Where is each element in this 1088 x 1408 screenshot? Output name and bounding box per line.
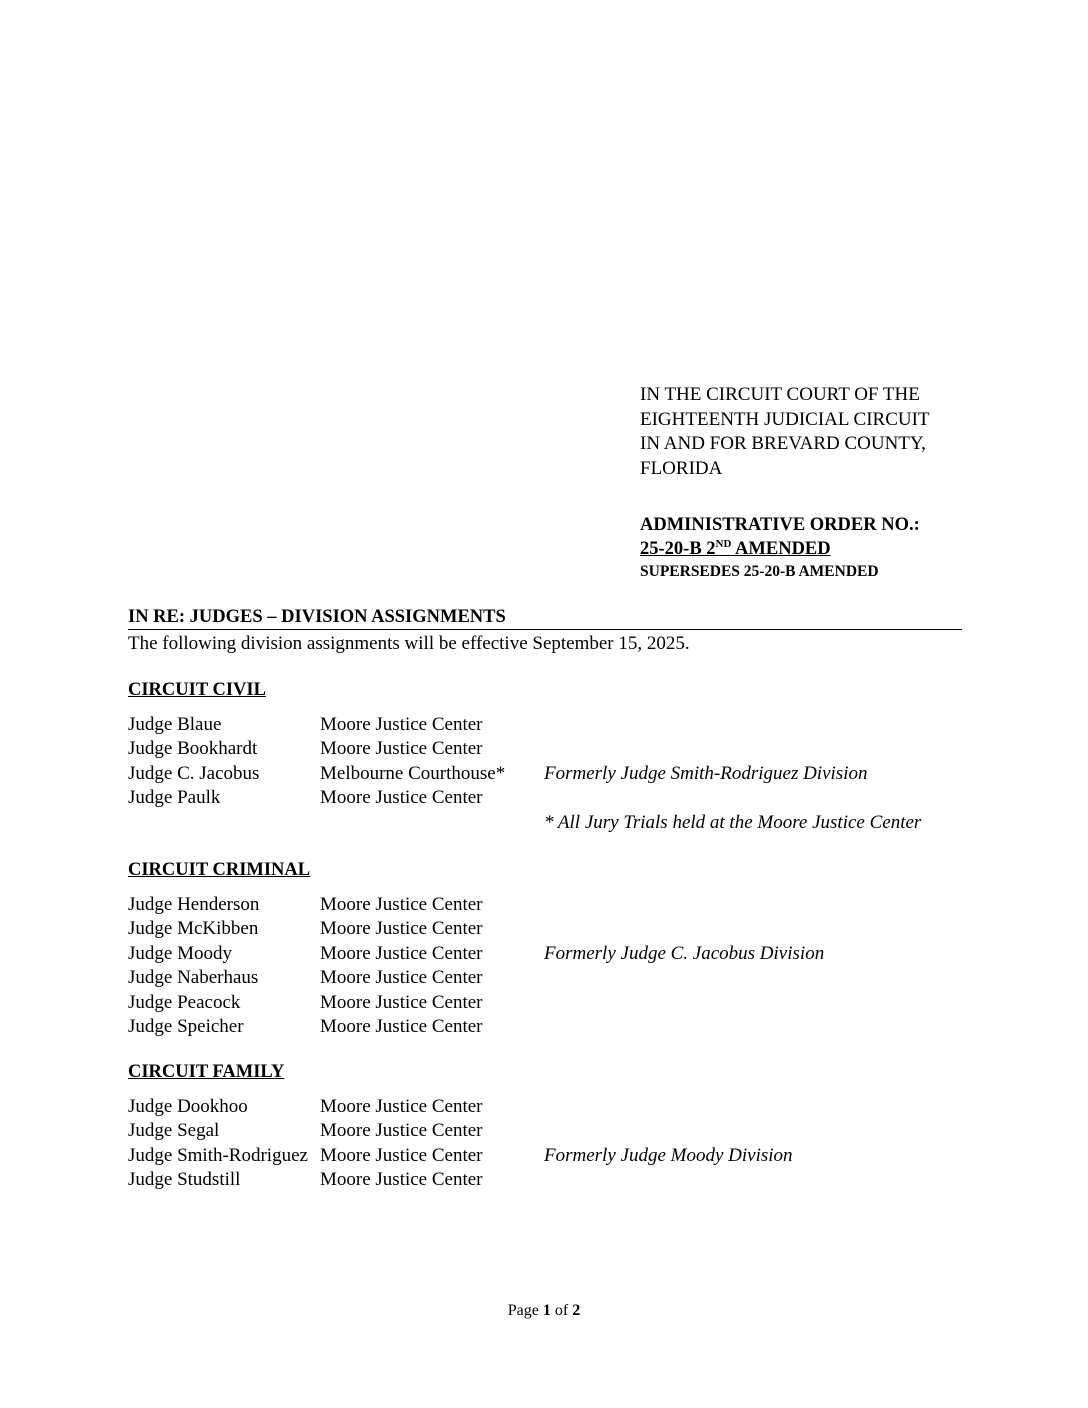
judge-name: Judge Smith-Rodriguez (128, 1144, 308, 1166)
assignment-row (128, 762, 962, 786)
location: Moore Justice Center (320, 1120, 483, 1142)
division-note: Formerly Judge Smith-Rodriguez Division (544, 762, 868, 784)
judge-name: Judge Studstill (128, 1169, 241, 1191)
assignment-row (128, 713, 962, 737)
page-footer (0, 1301, 1088, 1321)
location: Moore Justice Center (320, 714, 483, 735)
caption-line: IN AND FOR BREVARD COUNTY, (640, 433, 926, 454)
assignment-row (128, 1119, 962, 1143)
court-caption (640, 383, 930, 481)
judge-name: Judge Naberhaus (128, 967, 259, 989)
assignment-row (128, 1015, 962, 1039)
assignment-row (128, 893, 962, 917)
division-note: Formerly Judge Moody Division (544, 1144, 793, 1166)
assignment-row (128, 991, 962, 1015)
assignment-row (128, 737, 962, 761)
judge-name: Judge Henderson (128, 894, 260, 915)
order-supersedes: SUPERSEDES 25-20-B AMENDED (640, 563, 879, 580)
assignment-row (128, 942, 962, 966)
in-re-heading: IN RE: JUDGES – DIVISION ASSIGNMENTS (128, 605, 962, 630)
caption-line: FLORIDA (640, 457, 723, 479)
assignment-row (128, 786, 962, 810)
location: Melbourne Courthouse* (320, 762, 506, 784)
caption-line: IN THE CIRCUIT COURT OF THE (640, 384, 920, 405)
section-circuit-family (128, 1060, 962, 1193)
page-word: Page (507, 1302, 543, 1319)
order-number-text: 25-20-B 2 (640, 539, 716, 559)
assignment-row (128, 1144, 962, 1168)
location: Moore Justice Center (320, 1015, 483, 1037)
section-title: CIRCUIT FAMILY (128, 1062, 285, 1082)
location: Moore Justice Center (320, 894, 483, 915)
of-word: of (550, 1302, 573, 1319)
section-circuit-criminal (128, 858, 962, 1039)
order-amended: AMENDED (731, 539, 831, 559)
division-note: Formerly Judge C. Jacobus Division (544, 942, 825, 964)
judge-name: Judge Moody (128, 942, 232, 964)
section-circuit-civil (128, 678, 962, 835)
footnote (128, 811, 962, 835)
judge-name: Judge Bookhardt (128, 738, 258, 760)
assignment-row (128, 1168, 962, 1192)
judge-name: Judge Segal (128, 1120, 220, 1142)
order-ordinal-suffix: ND (715, 538, 732, 550)
location: Moore Justice Center (320, 942, 483, 964)
current-page: 1 (542, 1302, 551, 1319)
total-pages: 2 (572, 1302, 581, 1319)
location: Moore Justice Center (320, 738, 483, 760)
location: Moore Justice Center (320, 1096, 483, 1117)
assignment-row (128, 1095, 962, 1119)
footnote-text: * All Jury Trials held at the Moore Justice Center (544, 811, 922, 833)
section-title: CIRCUIT CIVIL (128, 680, 266, 700)
judge-name: Judge Paulk (128, 787, 221, 809)
order-block (640, 513, 920, 583)
order-label: ADMINISTRATIVE ORDER NO.: (640, 515, 920, 535)
judge-name: Judge Speicher (128, 1015, 244, 1037)
section-title: CIRCUIT CRIMINAL (128, 860, 311, 880)
judge-name: Judge C. Jacobus (128, 762, 260, 784)
location: Moore Justice Center (320, 1144, 483, 1166)
location: Moore Justice Center (320, 918, 483, 940)
judge-name: Judge Peacock (128, 991, 241, 1013)
assignment-row (128, 966, 962, 990)
location: Moore Justice Center (320, 991, 483, 1013)
caption-line: EIGHTEENTH JUDICIAL CIRCUIT (640, 408, 930, 430)
judge-name: Judge Dookhoo (128, 1096, 248, 1117)
location: Moore Justice Center (320, 1169, 483, 1191)
order-number (640, 537, 920, 561)
judge-name: Judge Blaue (128, 714, 222, 735)
judge-name: Judge McKibben (128, 918, 259, 940)
intro-text: The following division assignments will be effective September 15, 2025. (128, 633, 690, 654)
location: Moore Justice Center (320, 787, 483, 809)
assignment-row (128, 917, 962, 941)
location: Moore Justice Center (320, 967, 483, 989)
